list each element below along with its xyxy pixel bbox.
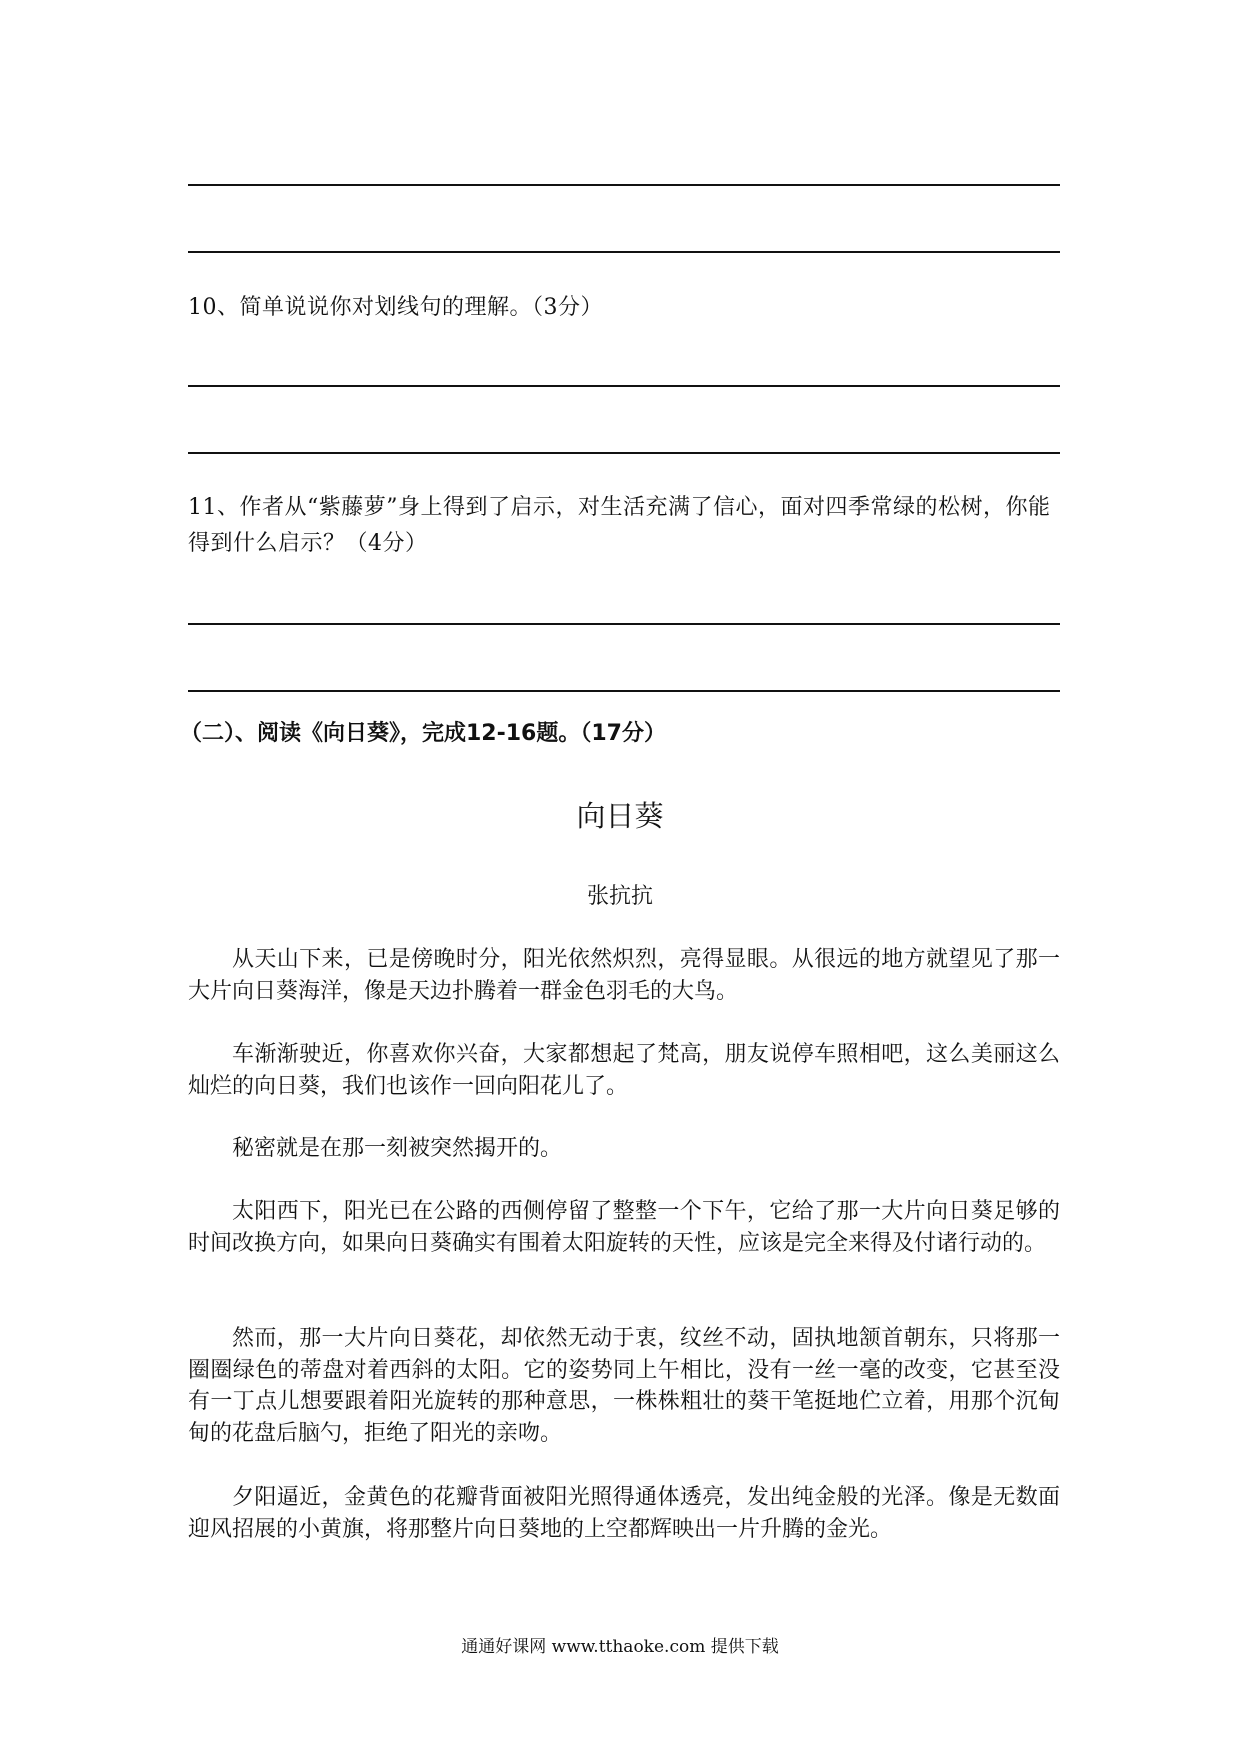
question-10: 10、简单说说你对划线句的理解。（3分） (188, 295, 603, 320)
article-paragraph: 秘密就是在那一刻被突然揭开的。 (232, 1136, 563, 1161)
article-paragraph: 太阳西下，阳光已在公路的西侧停留了整整一个下午，它给了那一大片向日葵足够的时间改换方向，如果向日葵确实有围着太阳旋转的天性，应该是完全来得及付诸行动的。 (188, 1199, 1060, 1256)
question-11: 11、作者从“紫藤萝”身上得到了启示，对生活充满了信心，面对四季常绿的松树，你能得到什么启示？（4分） (188, 495, 1051, 556)
article-title: 向日葵 (576, 799, 664, 833)
article-paragraph: 然而，那一大片向日葵花，却依然无动于衷，纹丝不动，固执地颔首朝东，只将那一圈圈绿色的蒂盘对着西斜的太阳。它的姿势同上午相比，没有一丝一毫的改变，它甚至没有一丁点儿想要跟着阳光旋转的那种意思，一株株粗壮的葵干笔挺地伫立着，用那个沉甸甸的花盘后脑勺，拒绝了阳光的亲吻。 (188, 1326, 1060, 1446)
answer-line (188, 251, 1060, 253)
answer-line (188, 385, 1060, 387)
answer-line (188, 623, 1060, 625)
section-heading: （二）、阅读《向日葵》，完成12-16题。（17分） (180, 721, 666, 746)
answer-line (188, 184, 1060, 186)
article-paragraph: 车渐渐驶近，你喜欢你兴奋，大家都想起了梵高，朋友说停车照相吧，这么美丽这么灿烂的向日葵，我们也该作一回向阳花儿了。 (188, 1042, 1060, 1099)
article-author: 张抗抗 (586, 884, 653, 909)
article-paragraph: 夕阳逼近，金黄色的花瓣背面被阳光照得通体透亮，发出纯金般的光泽。像是无数面迎风招展的小黄旗，将那整片向日葵地的上空都辉映出一片升腾的金光。 (188, 1485, 1060, 1542)
page-footer: 通通好课网 www.tthaoke.com 提供下载 (461, 1637, 779, 1657)
article-paragraph: 从天山下来，已是傍晚时分，阳光依然炽烈，亮得显眼。从很远的地方就望见了那一大片向日葵海洋，像是天边扑腾着一群金色羽毛的大鸟。 (188, 947, 1060, 1004)
answer-line (188, 452, 1060, 454)
answer-line (188, 690, 1060, 692)
